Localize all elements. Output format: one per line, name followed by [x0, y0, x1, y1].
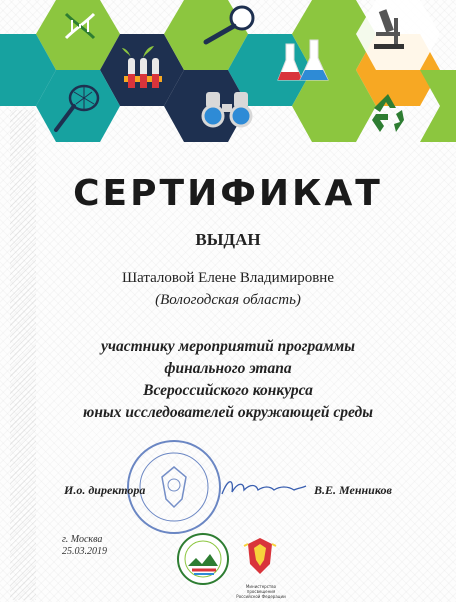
ministry-caption: Министерство просвещения Российской Федерации [236, 584, 286, 599]
recipient-name: Шаталовой Елене Владимировне [121, 270, 334, 286]
issue-city: г. Москва [62, 534, 103, 545]
description-line: участнику мероприятий программы [100, 338, 356, 355]
dna-icon [60, 8, 100, 44]
butterfly-net-icon [52, 82, 102, 134]
director-signature [218, 474, 308, 500]
description-line: финального этапа [164, 360, 292, 377]
issued-label: ВЫДАН [195, 230, 261, 249]
recycle-icon [366, 90, 410, 134]
binoculars-icon [200, 88, 254, 128]
director-name: В.Е. Менников [314, 483, 392, 497]
description-line: юных исследователей окружающей среды [83, 404, 373, 421]
magnifier-icon [200, 4, 260, 46]
eco-center-logo [176, 532, 230, 586]
description-line: Всероссийского конкурса [143, 382, 313, 399]
microscope-icon [366, 0, 408, 50]
seedlings-test-tubes-icon [118, 40, 168, 96]
director-label: И.о. директора [64, 483, 146, 497]
ministry-emblem [240, 534, 280, 578]
certificate-title: СЕРТИФИКАТ [73, 173, 383, 214]
recipient-region: (Вологодская область) [155, 292, 301, 308]
description-block [0, 336, 456, 424]
flasks-icon [276, 36, 332, 86]
issue-date: 25.03.2019 [62, 546, 107, 557]
